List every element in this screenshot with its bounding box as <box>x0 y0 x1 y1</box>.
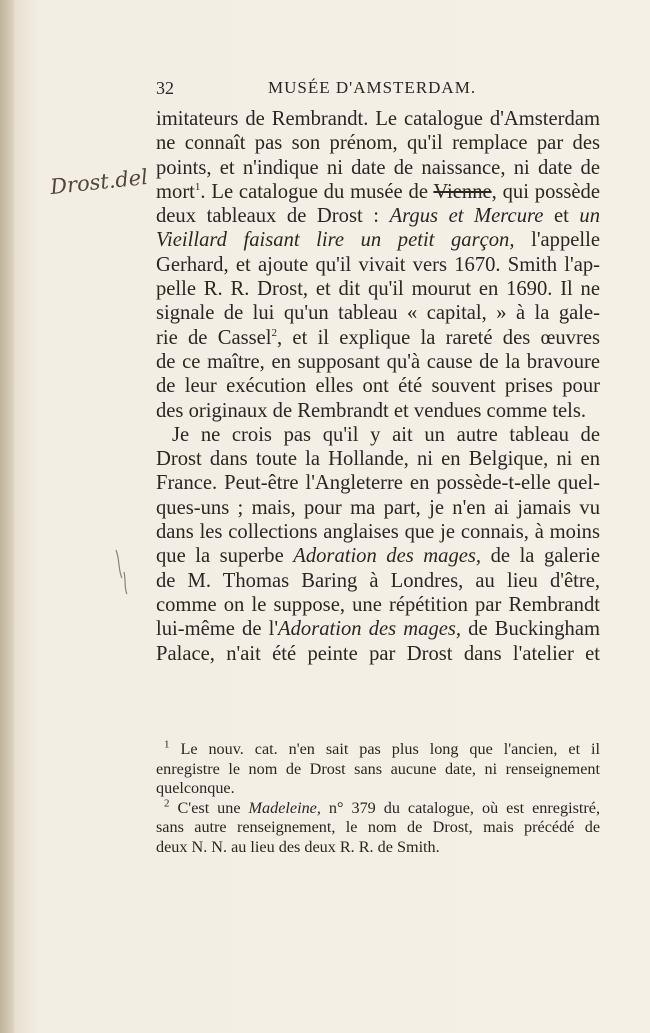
text-line <box>156 593 600 617</box>
text-run: n° 379 du catalogue, où est enregistré, <box>320 798 600 817</box>
text-run: deux N. N. au lieu des deux R. R. de Smith. <box>156 837 440 856</box>
text-line <box>156 471 600 495</box>
text-run: et <box>543 205 580 228</box>
text-run: Palace, n'ait été peinte par Drost dans l'atelier et <box>156 642 600 665</box>
text-line <box>156 520 600 544</box>
text-run: des originaux de Rembrandt et vendues comme tels. <box>156 399 587 422</box>
text-run: pelle R. R. Drost, et dit qu'il mourut en 1690. Il ne <box>156 278 600 301</box>
text-run: signale de lui qu'un tableau « capital, » à la gale- <box>156 302 600 325</box>
text-run: que la superbe <box>156 545 294 568</box>
italic-text: Adoration des mages, <box>293 545 482 568</box>
footnote-line <box>156 779 600 799</box>
text-run: ne connaît pas son prénom, qu'il remplace par des <box>156 132 600 155</box>
text-run: Gerhard, et ajoute qu'il vivait vers 1670. Smith l'ap- <box>156 253 600 276</box>
italic-text: Vieillard faisant lire un petit garçon, <box>156 229 515 252</box>
text-line <box>156 423 600 447</box>
italic-text: Madeleine, <box>248 798 321 817</box>
page-number: 32 <box>156 78 174 98</box>
text-line <box>156 350 600 374</box>
footnote-marker: 1 <box>164 738 170 751</box>
text-run: comme on le suppose, une répétition par Rembrandt <box>156 593 600 616</box>
text-run: points, et n'indique ni date de naissance, ni date de <box>156 156 600 179</box>
text-line <box>156 156 600 180</box>
footnote-line <box>156 760 600 780</box>
text-run: dans les collections anglaises que je connais, à moins <box>156 521 600 544</box>
text-run: Je ne crois pas qu'il y ait un autre tableau de <box>172 423 600 446</box>
italic-text: un <box>579 205 600 228</box>
text-run: Le nouv. cat. n'en sait pas plus long que l'ancien, et il <box>169 740 600 758</box>
text-line <box>156 326 600 350</box>
text-run: mort <box>156 180 195 203</box>
footnote-marker: 2 <box>164 797 170 810</box>
text-run: de M. Thomas Baring à Londres, au lieu d'être, <box>156 569 600 592</box>
italic-text: Adoration des mages, <box>278 618 462 641</box>
text-run: France. Peut-être l'Angleterre en possède-t-elle quel- <box>156 472 600 495</box>
italic-text: Argus et Mercure <box>389 205 544 228</box>
text-run: quelconque. <box>156 779 235 798</box>
text-run: enregistre le nom de Drost sans aucune date, ni renseignement <box>156 759 600 778</box>
text-line <box>156 204 600 228</box>
main-text <box>156 107 600 666</box>
footnote-line <box>156 740 600 760</box>
text-line <box>156 642 600 666</box>
text-run: de ce maître, en supposant qu'à cause de la bravoure <box>156 350 600 373</box>
text-line <box>156 374 600 398</box>
text-run: lui-même de l' <box>156 618 279 641</box>
text-line <box>156 447 600 471</box>
footnote-line <box>156 818 600 838</box>
handwritten-margin-note: Drost.del <box>49 164 149 200</box>
text-line <box>156 301 600 325</box>
footnotes <box>156 740 600 858</box>
page-binding-edge <box>0 0 14 1033</box>
text-run: sans autre renseignement, le nom de Drost, mais précédé de <box>156 818 600 837</box>
text-run: Drost dans toute la Hollande, ni en Belgique, ni en <box>156 448 600 471</box>
struck-word: Vienne <box>433 180 492 203</box>
text-line <box>156 399 600 423</box>
text-run: imitateurs de Rembrandt. Le catalogue d'Amsterdam <box>156 108 600 130</box>
text-run: , et il explique la rareté des œuvres <box>277 326 600 349</box>
footnote-marker: 2 <box>271 326 277 339</box>
text-run: . Le catalogue du musée de <box>200 180 434 203</box>
text-line <box>156 277 600 301</box>
footnote-line <box>156 799 600 819</box>
footnote-marker: 1 <box>194 181 201 194</box>
text-line <box>156 131 600 155</box>
text-run: l'appelle <box>514 229 600 252</box>
text-run: deux tableaux de Drost : <box>156 205 390 228</box>
text-run: de la galerie <box>481 545 600 568</box>
text-line <box>156 253 600 277</box>
text-run: C'est une <box>169 798 249 817</box>
text-run: de Buckingham <box>461 618 600 641</box>
text-run: rie de Cassel <box>156 326 272 349</box>
text-line <box>156 496 600 520</box>
text-run: ques-uns ; mais, pour ma part, je n'en ai jamais vu <box>156 496 600 519</box>
text-line <box>156 107 600 131</box>
text-run: , qui possède <box>491 180 600 203</box>
text-line <box>156 228 600 252</box>
text-line <box>156 544 600 568</box>
text-line <box>156 180 600 204</box>
text-line <box>156 617 600 641</box>
footnote-line <box>156 838 600 858</box>
pencil-margin-mark <box>112 548 130 596</box>
text-line <box>156 569 600 593</box>
text-run: de leur exécution elles ont été souvent prises pour <box>156 375 600 398</box>
page-header <box>156 78 600 102</box>
running-title: MUSÉE D'AMSTERDAM. <box>268 78 477 97</box>
